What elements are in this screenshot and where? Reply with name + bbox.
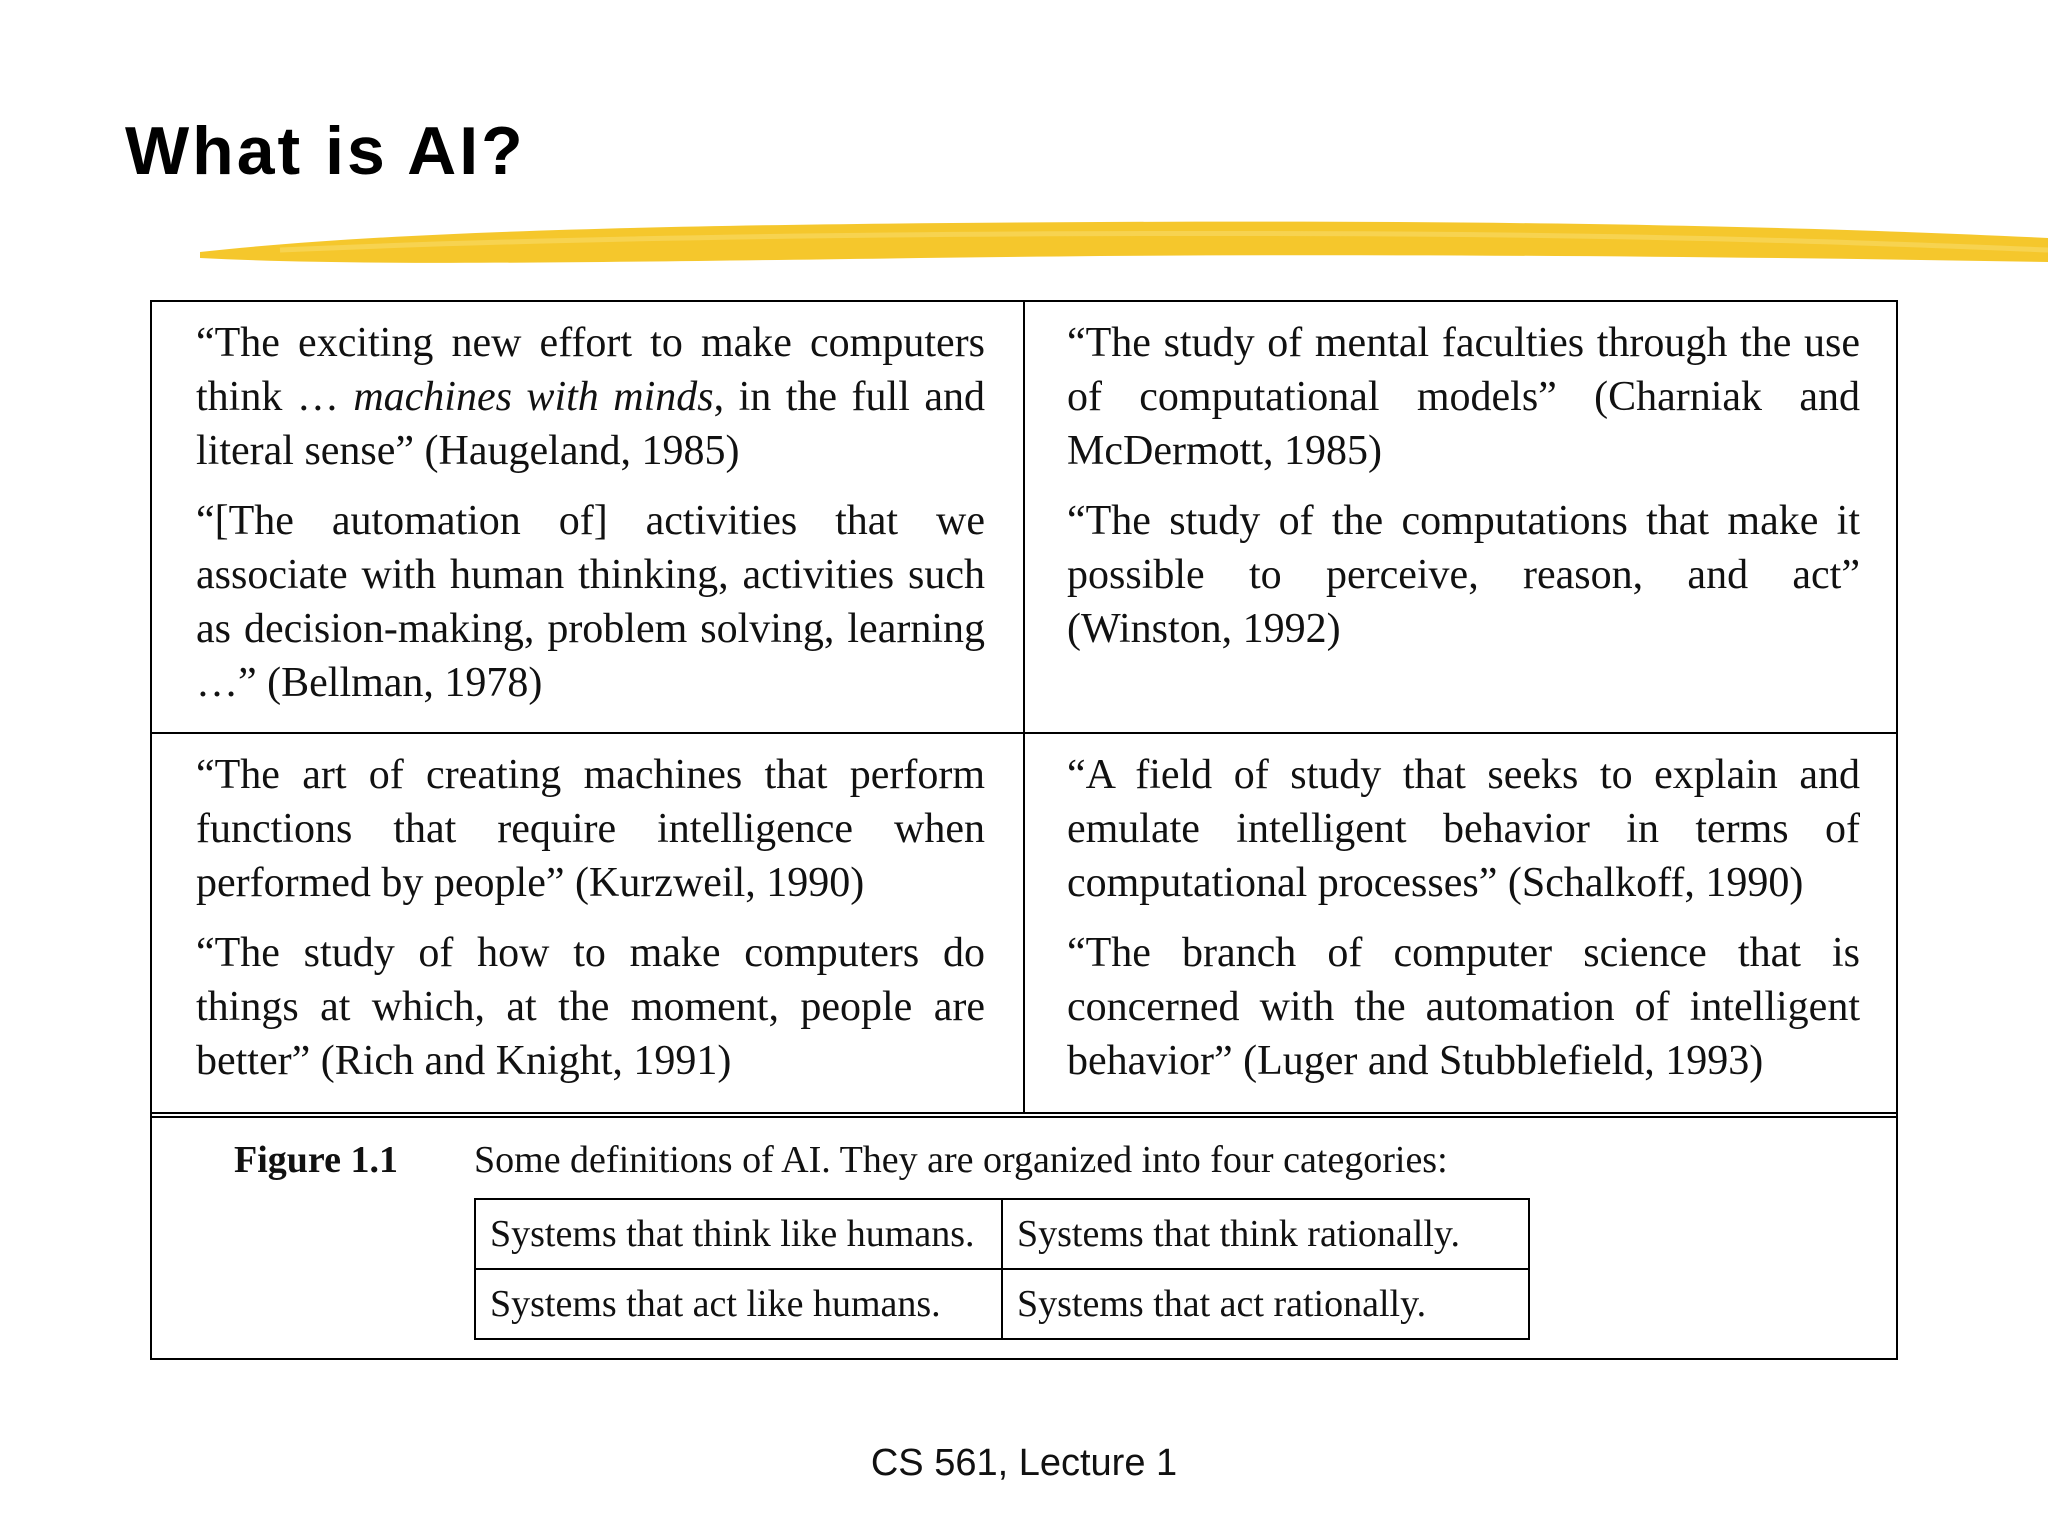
table-row [475, 1199, 1529, 1269]
quote-charniak: “The study of mental faculties through the use of computational models” (Charniak and McDermott, 1985) [1067, 320, 1860, 474]
table-row [475, 1269, 1529, 1339]
quote-rich-knight: “The study of how to make computers do things at which, at the moment, people are better” (Rich and Knight, 1991) [196, 930, 985, 1084]
category-act-rationally: Systems that act rationally. [1002, 1269, 1529, 1339]
quote-schalkoff: “A field of study that seeks to explain and emulate intelligent behavior in terms of computational processes” (Schalkoff, 1990) [1067, 752, 1860, 906]
figure-caption-area [152, 1112, 1896, 1358]
figure-label: Figure 1.1 [234, 1139, 398, 1181]
category-think-rationally: Systems that think rationally. [1002, 1199, 1529, 1269]
quote-haugeland: “The exciting new effort to make computers think … machines with minds, in the full and literal sense” (Haugeland, 1985) [196, 320, 985, 474]
quadrant-think-rationally [1025, 302, 1898, 732]
category-act-humans: Systems that act like humans. [475, 1269, 1002, 1339]
figure-caption: Some definitions of AI. They are organized into four categories: [474, 1139, 1448, 1181]
category-think-humans: Systems that think like humans. [475, 1199, 1002, 1269]
slide-footer: CS 561, Lecture 1 [870, 1442, 1178, 1484]
categories-table [474, 1198, 1530, 1340]
quadrant-act-like-humans [152, 732, 1025, 1112]
quote-winston: “The study of the computations that make it possible to perceive, reason, and act” (Winston, 1992) [1067, 498, 1860, 652]
quote-luger: “The branch of computer science that is concerned with the automation of intelligent behavior” (Luger and Stubblefield, 1993) [1067, 930, 1860, 1084]
slide-title: What is AI? [125, 113, 526, 189]
quadrant-think-like-humans [152, 302, 1025, 732]
ai-definitions-figure [150, 300, 1898, 1360]
highlighter-stroke [200, 210, 2048, 280]
quote-kurzweil: “The art of creating machines that perform functions that require intelligence when performed by people” (Kurzweil, 1990) [196, 752, 985, 906]
quote-bellman: “[The automation of] activities that we associate with human thinking, activities such as decision-making, problem solving, learning …” (Bellman, 1978) [196, 498, 985, 706]
quadrant-act-rationally [1025, 732, 1898, 1112]
